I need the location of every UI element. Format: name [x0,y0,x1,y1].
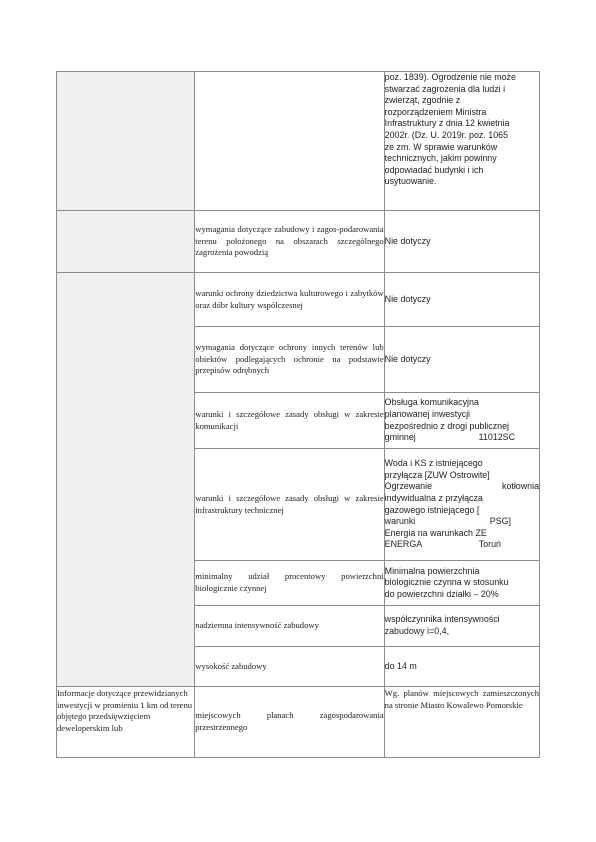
text-line: Infrastruktury z dnia 12 kwietnia [384,118,510,129]
flood-zone-requirements-label: wymagania dotyczące zabudowy i zagos-podarowania terenu położonego na obszarach szczególnego zagrożenia powodzią [195,211,384,273]
planned-investments-info-label: Informacje dotyczące przewidzianych inwestycji w promieniu 1 km od terenu objętego przedsięwzięciem deweloperskim lub [57,687,195,758]
table-row [57,211,540,273]
text-line: zwierząt, zgodnie z [384,95,461,106]
other-protection-label: wymagania dotyczące ochrony innych terenów lub obiektów podlegających ochronie na podstawie przepisów odrębnych [195,327,384,393]
text-line: gazowego istniejącego [ [384,504,480,515]
text-line: Energia na warunkach ZE [384,527,487,538]
text-line: współczynnika intensywności [384,614,500,625]
road-number: 11012SC [478,432,515,443]
table-row [57,273,540,327]
biologically-active-area-label: minimalny udział procentowy powierzchni biologicznie czynnej [195,561,384,606]
road-type: gminnej [384,432,416,443]
text-line [385,432,539,444]
flood-zone-requirements-value: Nie dotyczy [384,211,539,273]
transport-service-label: warunki i szczegółowe zasady obsługi w zakresie komunikacji [195,393,384,449]
text-fragment: PSG] [489,516,511,527]
empty-cell [195,72,384,211]
text-fragment: Ogrzewanie [384,481,433,492]
local-plans-label: miejscowych planach zagospodarowania przestrzennego [195,687,384,758]
text-line: ze zm. W sprawie warunków [384,141,498,152]
building-height-value: do 14 m [384,647,539,687]
text-line: 2002r. (Dz. U. 2019r. poz. 1065 [384,129,509,140]
text-line: planowanej inwestycji [384,408,471,419]
text-line: poz. 1839). Ogrodzenie nie może [384,72,516,82]
text-line: biologicznie czynna w stosunku [384,577,509,588]
text-line: Woda i KS z istniejącego [384,458,483,469]
text-line: przyłącza [ZUW Ostrowite] [384,469,490,480]
text-line: zabudowy i=0,4, [384,626,450,636]
text-fragment: kotłownia [502,481,539,492]
text-line [385,481,539,493]
transport-service-value [384,393,539,449]
empty-shaded-cell [57,273,195,687]
table-row [57,72,540,211]
heritage-protection-value: Nie dotyczy [384,273,539,327]
heritage-protection-label: warunki ochrony dziedzictwa kulturowego i zabytków oraz dóbr kultury współczesnej [195,273,384,327]
table-row [57,687,540,758]
text-fragment: Toruń [478,539,501,550]
text-line: Minimalna powierzchnia [384,565,480,576]
text-line: stwarzać zagrożenia dla ludzi i [384,83,506,94]
building-intensity-value [384,606,539,647]
empty-shaded-cell [57,72,195,211]
text-fragment: ENERGA [384,539,423,550]
building-height-label: wysokość zabudowy [195,647,384,687]
text-line [385,516,539,528]
text-line: usytuowanie. [384,176,437,187]
fence-requirements-cell [384,72,539,211]
text-fragment: warunki [384,516,416,527]
local-plans-value: Wg. planów miejscowych zamieszczonych na stronie Miasto Kowalewo Pomorskie [384,687,539,758]
text-line: odpowiadać budynki i ich [384,164,484,175]
building-intensity-label: nadziemna intensywność zabudowy [195,606,384,647]
text-line: Obsługa komunikacyjna [384,397,479,408]
text-line: do powierzchni działki – 20% [384,588,499,599]
text-line: indywidualna z przyłącza [384,492,483,503]
text-line: technicznych, jakim powinny [384,153,497,164]
text-line: bezpośrednio z drogi publicznej [384,420,509,431]
biologically-active-area-value [384,561,539,606]
text-line [385,539,539,551]
empty-shaded-cell [57,211,195,273]
text-line: rozporządzeniem Ministra [384,106,487,117]
other-protection-value: Nie dotyczy [384,327,539,393]
infrastructure-service-label: warunki i szczegółowe zasady obsługi w zakresie infrastruktury technicznej [195,449,384,561]
development-conditions-table [56,71,540,758]
infrastructure-service-value [384,449,539,561]
